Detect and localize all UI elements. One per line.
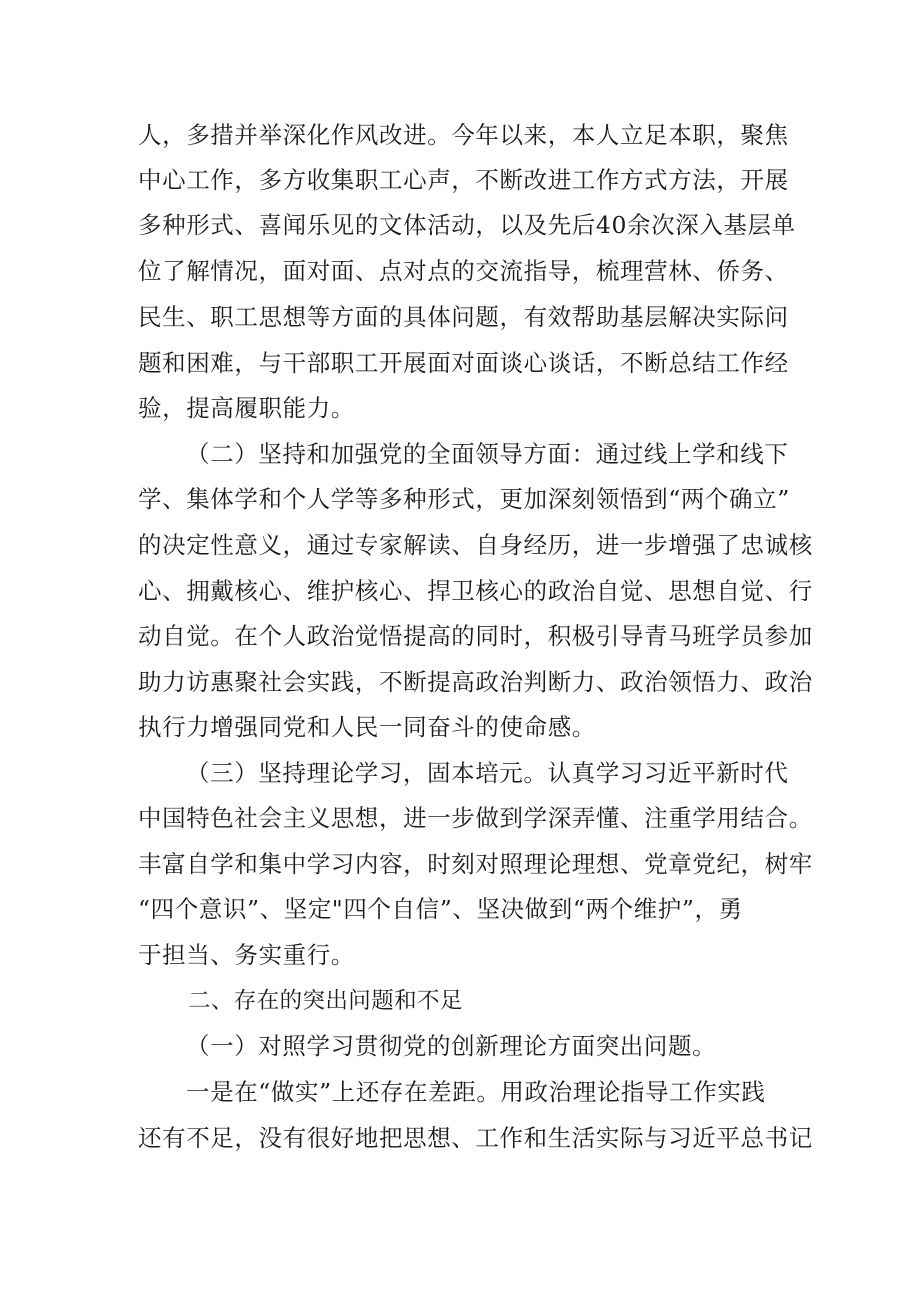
paragraph-line: 助力访惠聚社会实践，不断提高政治判断力、政治领悟力、政治	[138, 668, 813, 696]
paragraph-line: 民生、职工思想等方面的具体问题，有效帮助基层解决实际问	[138, 303, 789, 331]
paragraph-line: 中国特色社会主义思想，进一步做到学深弄懂、注重学用结合。	[138, 804, 813, 832]
paragraph-line: 丰富自学和集中学习内容，时刻对照理论理想、党章党纪，树牢	[138, 850, 813, 878]
paragraph-line: 于担当、务实重行。	[138, 941, 355, 969]
paragraph-line: 还有不足，没有很好地把思想、工作和生活实际与习近平总书记	[138, 1124, 813, 1152]
subheading-line: （一）对照学习贯彻党的创新理论方面突出问题。	[186, 1032, 717, 1060]
paragraph-line: 动自觉。在个人政治觉悟提高的同时，积极引导青马班学员参加	[138, 622, 813, 650]
paragraph-line: 验，提高履职能力。	[138, 394, 355, 422]
paragraph-line: 人，多措并举深化作风改进。今年以来，本人立足本职，聚焦	[138, 121, 789, 149]
paragraph-line: 一是在“做实”上还存在差距。用政治理论指导工作实践	[186, 1078, 766, 1106]
paragraph-line: 心、拥戴核心、维护核心、捍卫核心的政治自觉、思想自觉、行	[138, 577, 813, 605]
paragraph-line: 学、集体学和个人学等多种形式，更加深刻领悟到“两个确立”	[138, 485, 790, 513]
paragraph-line: “四个意识”、坚定"四个自信”、坚决做到“两个维护”，勇	[138, 895, 743, 923]
subheading-line: （二）坚持和加强党的全面领导方面：通过线上学和线下	[186, 440, 789, 468]
paragraph-line: 位了解情况，面对面、点对点的交流指导，梳理营林、侨务、	[138, 257, 789, 285]
paragraph-line: 题和困难，与干部职工开展面对面谈心谈话，不断总结工作经	[138, 349, 789, 377]
paragraph-line: 中心工作，多方收集职工心声，不断改进工作方式方法，开展	[138, 166, 789, 194]
section-heading: 二、存在的突出问题和不足	[188, 988, 463, 1014]
paragraph-line: 多种形式、喜闻乐见的文体活动，以及先后40余次深入基层单	[138, 211, 796, 239]
subheading-line: （三）坚持理论学习，固本培元。认真学习习近平新时代	[186, 759, 789, 787]
paragraph-line: 的决定性意义，通过专家解读、自身经历，进一步增强了忠诚核	[138, 531, 813, 559]
paragraph-line: 执行力增强同党和人民一同奋斗的使命感。	[138, 713, 596, 741]
